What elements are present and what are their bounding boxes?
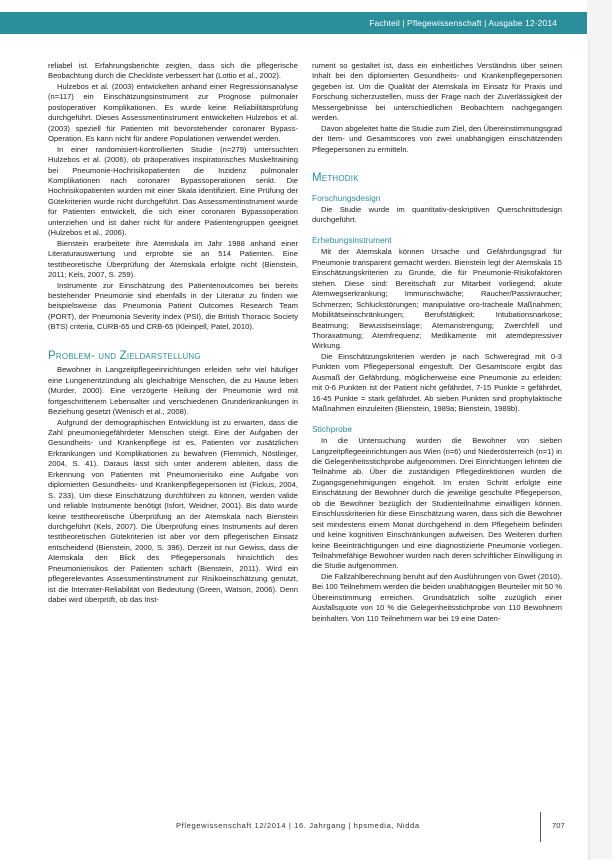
header-bar xyxy=(0,12,587,34)
subheading-forschungsdesign: Forschungsdesign xyxy=(312,192,381,203)
paragraph: Instrumente zur Einschätzung des Patientenoutcomes bei bereits bestehender Pneumonie sind ebenfalls in der Literatur zu finden wie beispielsweise das Pneumonia Patient Outcomes Research Team (PORT), der Pneumonia Severity Index (PSI), die British Thoracic Society (BTS) criteria, CURB-65 und CRB-65 (Kleinpell, Patel, 2010). xyxy=(48,280,298,332)
paragraph: rument so gestaltet ist, dass ein einheitliches Verständnis über seinen Inhalt bei den diplomierten Gesundheits- und Krankenpflegepersonen gegeben ist. Um die Qualität der Atemskala im Einsatz für Praxis und Forschung sicherzustellen, muss der Frage nach der Zuverlässigkeit der Messergebnisse bei unterschiedlichen Beobachtern nachgegangen werden. xyxy=(312,61,562,123)
paragraph: Aufgrund der demographischen Entwicklung ist zu erwarten, dass die Zahl pneumoniegefährdeter Menschen steigt. Eine der Aufgaben der Gesundheits- und Krankenpflege ist es, Patienten vor zusätzlichen Erkrankungen und Komplikationen zu bewahren (Flemmich, Nöstlinger, 2004, S. 41). Daraus lässt sich unter anderem ableiten, dass die Erkennung von Patienten mit Pneumonierisiko eine Aufgabe von diplomierten Gesundheits- und Krankenpflegepersonen ist (Fickus, 2004, S. 233). Um diese Einschätzung durchführen zu können, werden valide und reliable Instrumente benötigt (Isfort, Weidner, 2001). Bis dato wurde keine testtheoretische Überprüfung an der Atemskala nach Bienstein durchgeführt (Kels, 2007). Die Überprüfung eines Instruments auf deren testtheoretischen Gütekriterien ist aber vor dem pflegerischen Einsatz entscheidend (Bienstein, 2000, S. 396). Derzeit ist nur Gewiss, dass die Atemskala den Blick des Pflegepersonals hinsichtlich des Pneumonierisikos der Patienten schärft (Bienstein, 2011). Wird ein pflegerelevantes Assessmentinstrument zur Risikoeinschätzung genutzt, ist die Interrater-Reliabilität von Bedeutung (Green, Watson, 2006). Denn dabei wird überprüft, ob das Inst- xyxy=(48,417,298,605)
left-column xyxy=(48,61,298,606)
paragraph: Davon abgeleitet hatte die Studie zum Ziel, den Übereinstimmungsgrad der Item- und Gesamtscores von zwei unabhängigen einschätzenden Pflegepersonen zu ermitteln. xyxy=(312,123,562,154)
paragraph: Mit der Atemskala können Ursache und Gefährdungsgrad für Pneumonie transparent gemacht werden. Bienstein legt der Atemskala 15 Einschätzungskriterien zu Grunde, die für Pneumonie-Risikofaktoren stehen. Diese sind: Bereitschaft zur Mitarbeit vorliegend; akute Atemwegserkrankung; Immunschwäche; Raucher/Passivraucher; Schmerzen; Schluckstörungen; manipulative oro-tracheale Maßnahmen; Mobilitätseinschränkungen; Berufstätigkeit; Intubationsnarkose; Beatmung; Bewusstseinslage; Atemanstrengung; Zwerchfell und Thoraxatmung; Atemfrequenz; Medikamente mit atemdepressiver Wirkung. xyxy=(312,247,562,351)
footer-divider xyxy=(540,812,541,842)
section-heading-problem: Problem- und Zieldarstellung xyxy=(48,349,201,362)
subheading-stichprobe: Stichprobe xyxy=(312,423,353,434)
paragraph: Bienstein erarbeitete ihre Atemskala im Jahr 1988 anhand einer Literaturauswertung und erprobte sie an 514 Patienten. Eine testtheoretische Überprüfung der Atemskala erfolgte nicht (Bienstein, 2011; Kels, 2007, S. 259). xyxy=(48,238,298,280)
paragraph: Hulzebos et al. (2003) entwickelten anhand einer Regressionsanalyse (n=117) ein Einschätzungsinstrument zur Prognose pulmonaler postoperativer Komplikationen. Es wurde keine Reliabilitätsprüfung durchgeführt. Dieses Assessmentinstrument entwickelten Hulzebos et al. (2003) speziell für Patienten mit bevorstehender coronarer Bypass-Operation. Es kann nicht für andere Populationen verwendet werden. xyxy=(48,81,298,144)
page-edge-strip xyxy=(587,0,612,859)
paragraph: In die Untersuchung wurden die Bewohner von sieben Langzeitpflegeeinrichtungen aus Wien (n=6) und Niederösterreich (n=1) in die Gelegenheitsstichprobe aufgenommen. Drei Einrichtungen lehnten die Teilnahme ab. Über die zuständigen Pflegedirektionen wurden die Zugangsgenehmigungen eingeholt. Im ersten Schritt erfolgte eine Einschätzung der Bewohner durch die jeweilige geschulte Pflegeperson, ob die Bewohner bezüglich der Studienteilnahme einwilligen können. Einschlusskriterien für diese Einschätzung waren, dass sich die Bewohner seit mindestens einem Monat durchgehend in dem Pflegeheim befinden und keine kognitiven Einschränkungen aufweisen. Des Weiteren durften keine Beeinträchtigungen und eine diagnostizierte Pneumonie vorliegen. Teilnahmefähige Bewohner wurden nach deren schriftlicher Einwilligung in die Studie aufgenommen. xyxy=(312,436,562,571)
edge-divider xyxy=(589,40,590,860)
subheading-erhebungsinstrument: Erhebungsinstrument xyxy=(312,234,392,245)
page-number: 707 xyxy=(552,821,565,830)
paragraph: Die Studie wurde im quantitativ-deskriptiven Querschnittsdesign durchgeführt. xyxy=(312,204,562,225)
right-column xyxy=(312,61,562,624)
paragraph: Die Fallzahlberechnung beruht auf den Ausführungen von Gwet (2010). Bei 100 Teilnehmern werden die beiden unabhängigen Beurteiler mit 50 % Übereinstimmung erreichen. Grundsätzlich sollte zuzüglich einer Ausfallsquote von 10 % die Gelegenheitsstichprobe von 110 Bewohnern beinhalten. Von 110 Teilnehmern war bei 19 eine Daten- xyxy=(312,571,562,623)
section-title: Fachteil | Pflegewissenschaft | Ausgabe 12-2014 xyxy=(369,18,557,28)
paragraph: Bewohner in Langzeitpflegeeinrichtungen erleiden sehr viel häufiger eine Lungenentzündung als gleichaltrige Menschen, die zu Hause leben (Murder, 2000). Eine verzögerte Heilung der Pneumonie wird mit fortgeschrittenem Lebensalter und verschiedenen Grunderkrankungen in Beziehung gesetzt (Wenisch et al., 2008). xyxy=(48,365,298,417)
paragraph: In einer randomisiert-kontrollierten Studie (n=279) untersuchten Hulzebos et al. (2006), ob präoperatives inspiratorisches Muskeltraining bei Pneumonie-Hochrisikopatienten die Inzidenz pulmonaler Komplikationen nach coronarer Bypassoperationen senkt. Die Hochrisikopatienten wurden mit einer Skala identifiziert. Eine Prüfung der Gütekriterien wurde nicht durchgeführt. Das Assessmentinstrument wurde für Patienten entwickelt, die sich einer coronaren Bypassoperation unterziehen und ist daher nicht für andere Patientengruppen geeignet (Hulzebos et al., 2006). xyxy=(48,144,298,238)
paragraph: reliabel ist. Erfahrungsberichte zeigten, dass sich die pflegerische Beobachtung durch die Checkliste verbessert hat (Lottio et al., 2002). xyxy=(48,61,298,81)
journal-info: Pflegewissenschaft 12/2014 | 16. Jahrgang | hpsmedia, Nidda xyxy=(176,821,420,830)
paragraph: Die Einschätzungskriterien werden je nach Schweregrad mit 0-3 Punkten vom Pflegepersonal eingestuft. Der Gesamtscore ergibt das Ausmaß der Gefährdung, möglicherweise eine Pneumonie zu erleiden: mit 0-6 Punkten ist der Patient nicht gefährdet, 7-15 Punkte = gefährdet, 16-45 Punkte = stark gefährdet. Ab sieben Punkten sind prophylaktische Maßnahmen einzuleiten (Bienstein, 1989a; Bienstein, 1989b). xyxy=(312,351,562,414)
section-heading-methodik: Methodik xyxy=(312,172,359,185)
